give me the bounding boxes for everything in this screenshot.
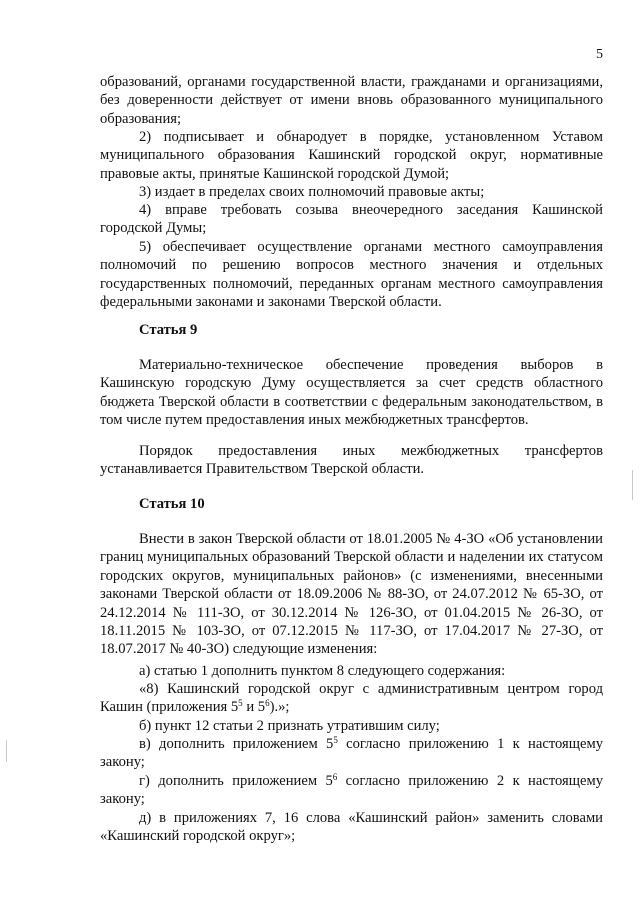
- article-9-paragraph-2: Порядок предоставления иных межбюджетных трансфертов устанавливается Правительством Тверской области.: [100, 443, 603, 478]
- page-number: 5: [596, 47, 603, 62]
- article-9-heading: Статья 9: [139, 322, 198, 338]
- paragraph-item-5: 5) обеспечивает осуществление органами местного самоуправления полномочий по решению вопросов местного значения и отдельных государственных полномочий, переданных органам местного самоуправления федеральными законами и законами Тверской области.: [100, 239, 603, 311]
- article-10-paragraph-1: Внести в закон Тверской области от 18.01.2005 № 4-ЗО «Об установлении границ муниципальных образований Тверской области и наделении их статусом городских округов, муниципальных районов» (с изменениями, внесенными законами Тверской области от 18.09.2006 № 88-ЗО, от 24.07.2012 № 65-ЗО, от 24.12.2014 № 111-ЗО, от 30.12.2014 № 126-ЗО, от 01.04.2015 № 26-ЗО, от 18.11.2015 № 103-ЗО, от 07.12.2015 № 117-ЗО, от 17.04.2017 № 27-ЗО, от 18.07.2017 № 40-ЗО) следующие изменения:: [100, 531, 603, 658]
- paragraph-item-4: 4) вправе требовать созыва внеочередного заседания Кашинской городской Думы;: [100, 202, 603, 237]
- paragraph-continuation: образований, органами государственной власти, гражданами и организациями, без доверенности действует от имени вновь образованного муниципального образования;: [100, 74, 603, 127]
- article-10-item-d: д) в приложениях 7, 16 слова «Кашинский район» заменить словами «Кашинский городской округ»;: [100, 810, 603, 845]
- superscript: 5: [333, 735, 338, 745]
- superscript: 5: [238, 698, 243, 709]
- article-10-quote: «8) Кашинский городской округ с административным центром город Кашин (приложения $5^5$ и $5^6$).»;: [100, 681, 603, 716]
- scan-edge-mark: [6, 740, 7, 762]
- superscript: 6: [265, 698, 270, 709]
- article-10-item-g: г) дополнить приложением $5^6$ согласно приложению 2 к настоящему закону;: [100, 772, 603, 808]
- scan-edge-mark: [632, 470, 633, 500]
- article-10-item-b: б) пункт 12 статьи 2 признать утратившим силу;: [139, 718, 440, 734]
- paragraph-item-2: 2) подписывает и обнародует в порядке, установленном Уставом муниципального образования Кашинский городской округ, нормативные правовые акты, принятые Кашинской городской Думой;: [100, 129, 603, 182]
- article-9-paragraph-1: Материально-техническое обеспечение проведения выборов в Кашинскую городскую Думу осуществляется за счет средств областного бюджета Тверской области в соответствии с федеральным законодательством, в том числе путем предоставления иных межбюджетных трансфертов.: [100, 357, 603, 429]
- article-10-item-v: в) дополнить приложением $5^5$ согласно приложению 1 к настоящему закону;: [100, 735, 603, 771]
- paragraph-item-3: 3) издает в пределах своих полномочий правовые акты;: [139, 184, 485, 200]
- article-10-item-a: а) статью 1 дополнить пунктом 8 следующего содержания:: [139, 663, 506, 679]
- article-10-heading: Статья 10: [139, 496, 205, 512]
- superscript: 6: [332, 772, 338, 782]
